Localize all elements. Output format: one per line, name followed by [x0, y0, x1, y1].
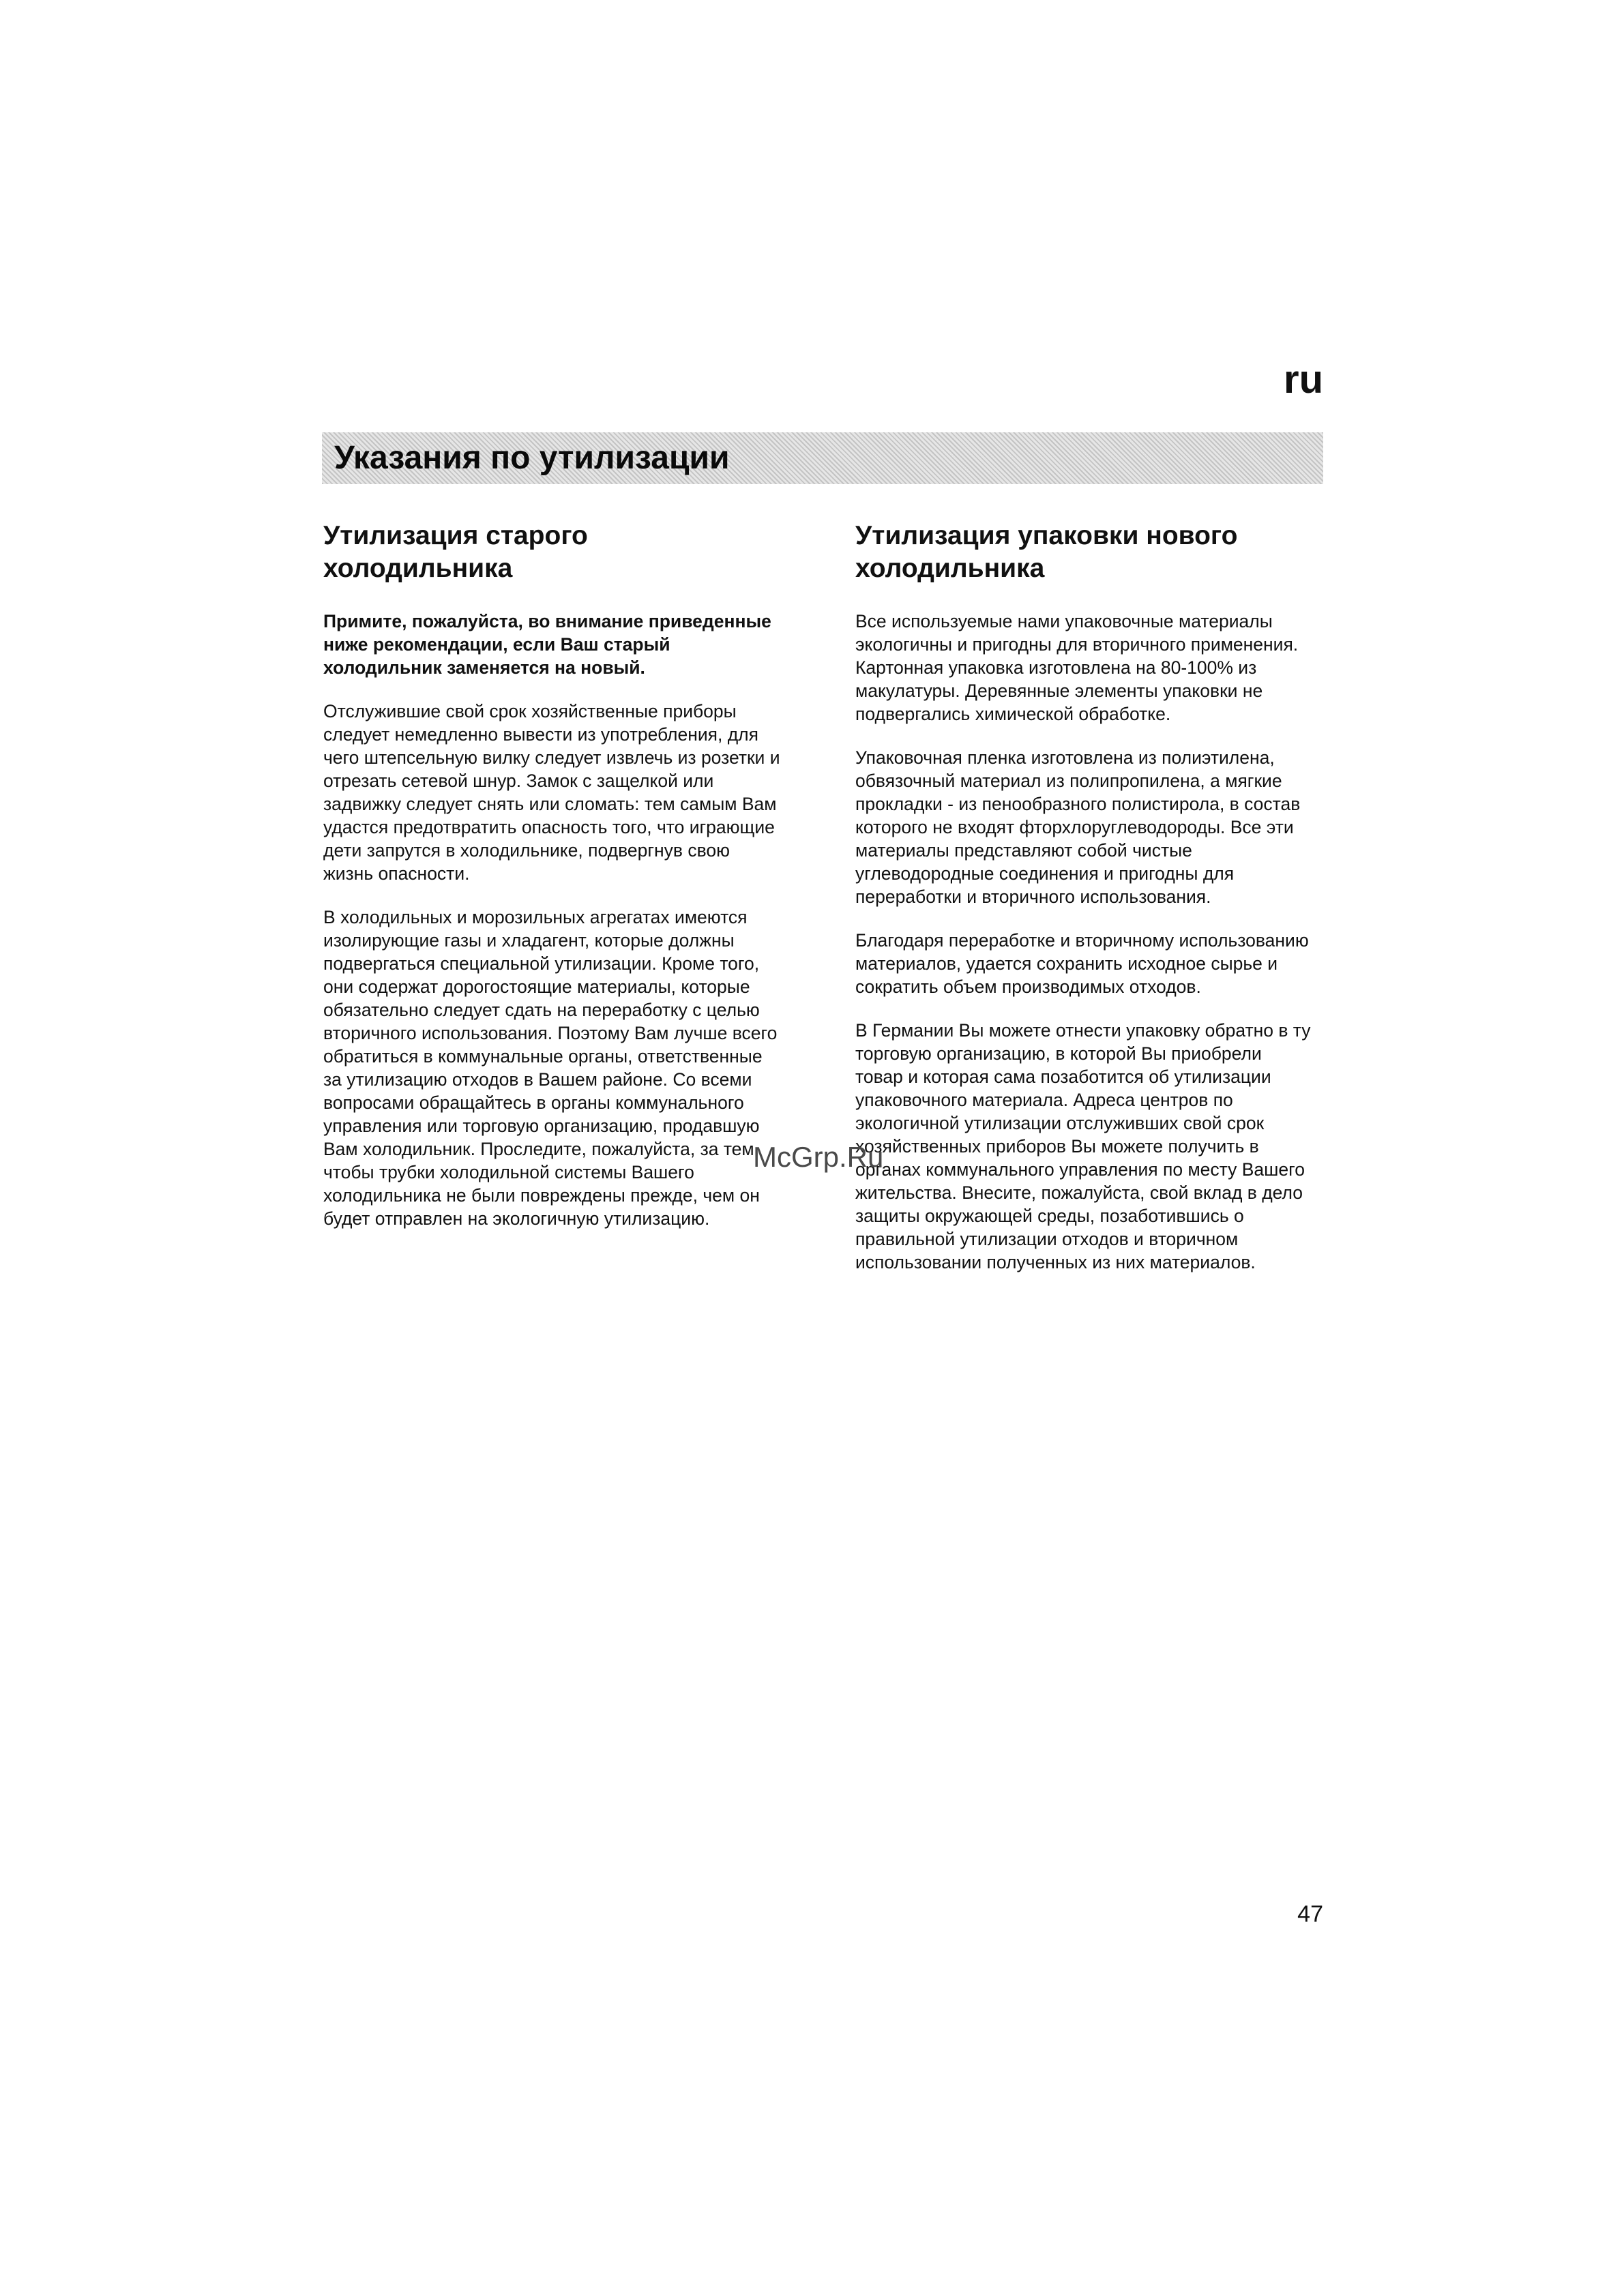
language-code: ru [1284, 357, 1323, 402]
right-paragraph-1: Все используемые нами упаковочные материалы экологичны и пригодны для вторичного применения. Картонная упаковка изготовлена на 80-100% из макулатуры. Деревянные элементы упаковки не подвергались химической обработке. [855, 611, 1299, 724]
right-column [855, 520, 1312, 1294]
right-paragraph-3: Благодаря переработке и вторичному использованию материалов, удается сохранить исходное сырье и сократить объем производимых отходов. [855, 930, 1309, 997]
left-paragraph-1: Отслужившие свой срок хозяйственные приборы следует немедленно вывести из употребления, для чего штепсельную вилку следует извлечь из розетки и отрезать сетевой шнур. Замок с защелкой или задвижку следует снять или сломать: тем самым Вам удастся предотвратить опасность того, что играющие дети запрутся в холодильнике, подвергнув свою жизнь опасности. [323, 701, 780, 884]
section-title: Указания по утилизации [334, 440, 730, 476]
right-paragraph-2: Упаковочная пленка изготовлена из полиэтилена, обвязочный материал из полипропилена, а мягкие прокладки - из пенообразного полистирола, в состав которого не входят фторхлоруглеводороды. Все эти материалы представляют собой чистые углеводородные соединения и пригодны для переработки и вторичного использования. [855, 747, 1301, 907]
page-number: 47 [1297, 1901, 1323, 1927]
section-banner [322, 432, 1323, 484]
left-column [323, 520, 780, 1251]
left-heading: Утилизация старого холодильника [323, 521, 588, 583]
left-lead-paragraph: Примите, пожалуйста, во внимание приведенные ниже рекомендации, если Ваш старый холодильник заменяется на новый. [323, 611, 771, 678]
right-paragraph-4: В Германии Вы можете отнести упаковку обратно в ту торговую организацию, в которой Вы приобрели товар и которая сама позаботится об утилизации упаковочного материала. Адреса центров по экологичной утилизации отслуживших свой срок хозяйственных приборов Вы можете получить в органах коммунального управления по месту Вашего жительства. Внесите, пожалуйста, свой вклад в дело защиты окружающей среды, позаботившись о правильной утилизации отходов и вторичном использовании полученных из них материалов. [855, 1020, 1311, 1272]
right-heading: Утилизация упаковки нового холодильника [855, 521, 1238, 583]
watermark: McGrp.Ru [753, 1141, 884, 1173]
left-paragraph-2: В холодильных и морозильных агрегатах имеются изолирующие газы и хладагент, которые должны подвергаться специальной утилизации. Кроме того, они содержат дорогостоящие материалы, которые обязательно следует сдать на переработку с целью вторичного использования. Поэтому Вам лучше всего обратиться в коммунальные органы, ответственные за утилизацию отходов в Вашем районе. Со всеми вопросами обращайтесь в органы коммунального управления или торговую организацию, продавшую Вам холодильник. Проследите, пожалуйста, за тем, чтобы трубки холодильной системы Вашего холодильника не были повреждены прежде, чем он будет отправлен на экологичную утилизацию. [323, 907, 778, 1229]
